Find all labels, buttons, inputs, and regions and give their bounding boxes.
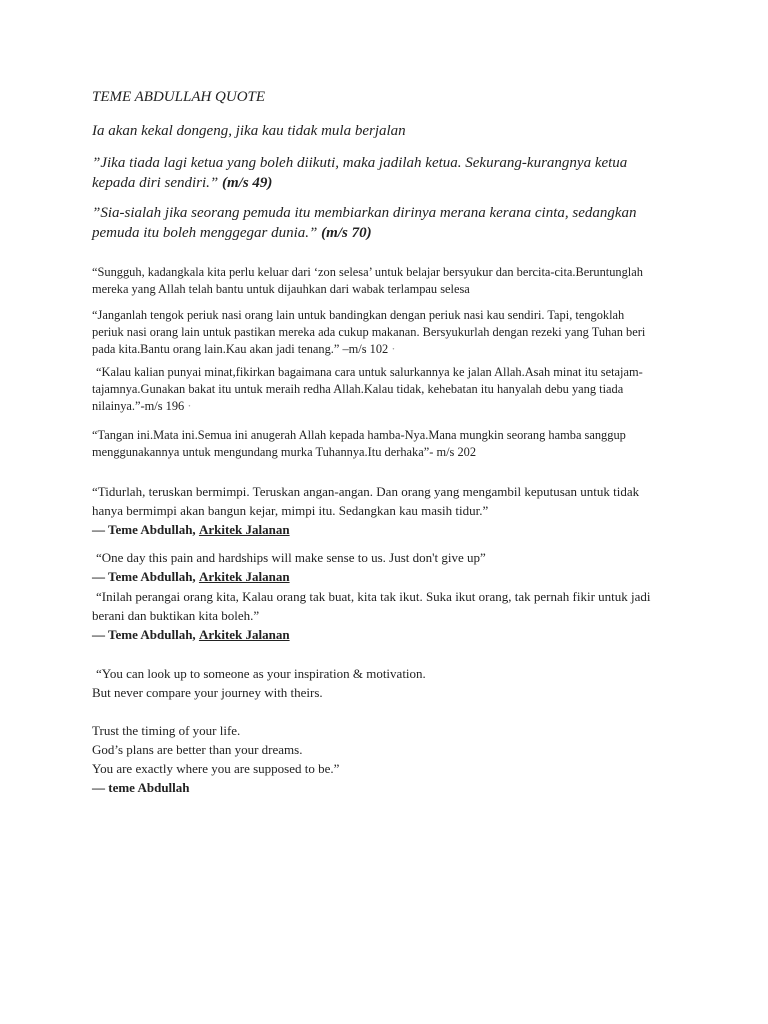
book-link[interactable]: Arkitek Jalanan: [198, 522, 290, 537]
quote-line: [92, 223, 692, 243]
book-link[interactable]: Arkitek Jalanan: [198, 627, 290, 642]
quote-line: “Tangan ini.Mata ini.Semua ini anugerah Allah kepada hamba-Nya.Mana mungkin seorang hamba sanggup: [92, 428, 626, 442]
quote-minat: [92, 364, 692, 415]
quote-line: ”Sia-sialah jika seorang pemuda itu membiarkan dirinya merana kerana cinta, sedangkan: [92, 205, 637, 221]
quote-line: But never compare your journey with theirs.: [92, 685, 323, 700]
page-title-text: TEME ABDULLAH QUOTE: [92, 89, 266, 105]
quote-periuk-nasi: [92, 307, 692, 358]
quote-line: ”Jika tiada lagi ketua yang boleh diikuti, maka jadilah ketua. Sekurang-kurangnya ketua: [92, 155, 628, 171]
quote-line: [92, 173, 692, 193]
page-subtitle-text: Ia akan kekal dongeng, jika kau tidak mula berjalan: [92, 123, 406, 139]
quote-line: You are exactly where you are supposed to be.”: [92, 761, 340, 776]
quote-line: “Kalau kalian punyai minat,fikirkan bagaimana cara untuk salurkannya ke jalan Allah.Asah minat itu setajam-: [96, 365, 643, 379]
quote-line: berani dan buktikan kita boleh.”: [92, 608, 260, 623]
quote-line: “Janganlah tengok periuk nasi orang lain untuk bandingkan dengan periuk nasi kau sendiri. Tapi, tengoklah: [92, 308, 625, 322]
bullet-dot: ·: [391, 342, 396, 356]
attribution-author: — Teme Abdullah,: [92, 522, 196, 537]
quote-line: tajamnya.Gunakan bakat itu untuk meraih redha Allah.Kalau tidak, kehebatan itu hanyalah debu yang tiada: [92, 382, 624, 396]
quote-line: periuk nasi orang lain untuk pastikan mereka ada cukup makanan. Bersyukurlah dengan rezeki yang Tuhan beri: [92, 325, 646, 339]
quote-pain-hardships: [92, 548, 692, 586]
quote-line: “Tidurlah, teruskan bermimpi. Teruskan angan-angan. Dan orang yang mengambil keputusan untuk tidak: [92, 484, 640, 499]
quote-line: hanya bermimpi akan bangun kejar, mimpi itu. Sedangkan kau masih tidur.”: [92, 503, 489, 518]
quote-line: menggunakannya untuk mengundang murka Tuhannya.Itu derhaka”- m/s 202: [92, 445, 477, 459]
page-title: [92, 87, 692, 107]
attribution-line: [92, 625, 692, 644]
quote-perangai: [92, 587, 692, 644]
quote-text: kepada diri sendiri.”: [92, 175, 219, 191]
quote-pemuda: [92, 203, 692, 243]
quote-line: “One day this pain and hardships will make sense to us. Just don't give up”: [96, 550, 486, 565]
attribution-line: [92, 520, 692, 539]
quote-line: “Sungguh, kadangkala kita perlu keluar dari ‘zon selesa’ untuk belajar bersyukur dan bercita-cita.Beruntunglah: [92, 265, 643, 279]
bullet-dot: ·: [187, 399, 192, 413]
attribution-line: [92, 567, 692, 586]
quote-line: mereka yang Allah telah bantu untuk dijauhkan dari wabak terlampau selesa: [92, 282, 470, 296]
quote-zon-selesa: [92, 264, 692, 298]
book-link[interactable]: Arkitek Jalanan: [198, 569, 290, 584]
attribution-author: — Teme Abdullah,: [92, 569, 196, 584]
quote-line: [92, 398, 692, 415]
quote-ketua: [92, 153, 692, 193]
quote-text: nilainya.”-m/s 196: [92, 399, 185, 413]
quote-line: Trust the timing of your life.: [92, 723, 241, 738]
attribution-author: — Teme Abdullah,: [92, 627, 196, 642]
quote-tidurlah: [92, 482, 692, 539]
quote-line: God’s plans are better than your dreams.: [92, 742, 303, 757]
quote-tangan-ini: [92, 427, 692, 461]
quote-text: pada kita.Bantu orang lain.Kau akan jadi tenang.” –m/s 102: [92, 342, 389, 356]
quote-line: [92, 341, 692, 358]
quote-line: “Inilah perangai orang kita, Kalau orang tak buat, kita tak ikut. Suka ikut orang, tak pernah fikir untuk jadi: [96, 589, 651, 604]
page-subtitle: [92, 121, 692, 141]
quote-text: pemuda itu boleh menggegar dunia.”: [92, 225, 318, 241]
quote-line: “You can look up to someone as your inspiration & motivation.: [96, 666, 426, 681]
quote-timing: [92, 721, 692, 797]
attribution-author: — teme Abdullah: [92, 780, 190, 795]
page-reference: (m/s 49): [222, 175, 273, 191]
quote-inspiration: [92, 664, 692, 702]
page-reference: (m/s 70): [321, 225, 372, 241]
